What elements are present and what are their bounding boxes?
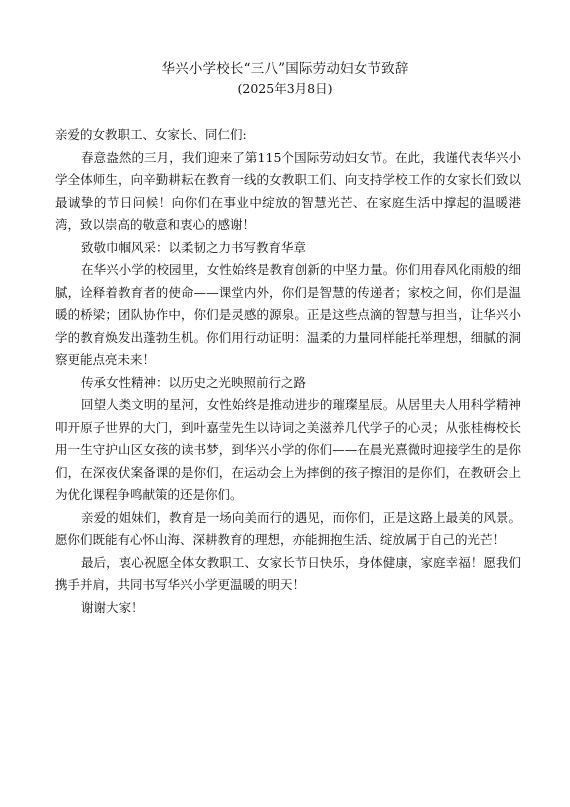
document-body [55, 124, 521, 619]
salutation: 亲爱的女教职工、女家长、同仁们: [55, 127, 247, 142]
paragraph-sisters: 亲爱的姐妹们，教育是一场向美而行的遇见，而你们，正是这路上最美的风景。愿你们既能有心怀山海、深耕教育的理想，亦能拥抱生活、绽放属于自己的光芒！ [55, 509, 521, 547]
paragraph-heritage: 回望人类文明的星河，女性始终是推动进步的璀璨星辰。从居里夫人用科学精神叩开原子世界的大门，到叶嘉莹先生以诗词之美滋养几代学子的心灵；从张桂梅校长用一生守护山区女孩的读书梦，到华兴小学的你们——在晨光熹微时迎接学生的是你们，在深夜伏案备课的是你们，在运动会上为摔倒的孩子擦泪的是你们，在教研会上为优化课程争鸣献策的还是你们。 [55, 397, 521, 502]
document-title: 华兴小学校长“三八”国际劳动妇女节致辞 [161, 61, 409, 77]
paragraph-thanks: 谢谢大家！ [81, 599, 144, 615]
document-date: (2025年3月8日) [237, 81, 333, 96]
section-heading-tribute: 致敬巾帼风采：以柔韧之力书写教育华章 [81, 239, 307, 255]
section-heading-heritage: 传承女性精神：以历史之光映照前行之路 [81, 374, 307, 390]
paragraph-opening: 春意盎然的三月，我们迎来了第115个国际劳动妇女节。在此，我谨代表华兴小学全体师生，向辛勤耕耘在教育一线的女教职工们、向支持学校工作的女家长们致以最诚挚的节日问候！向你们在事业中绽放的智慧光芒、在家庭生活中撑起的温暖港湾，致以崇高的敬意和衷心的感谢！ [55, 149, 521, 232]
paragraph-closing-wishes: 最后，衷心祝愿全体女教职工、女家长节日快乐，身体健康，家庭幸福！愿我们携手并肩，共同书写华兴小学更温暖的明天！ [55, 554, 521, 592]
paragraph-tribute: 在华兴小学的校园里，女性始终是教育创新的中坚力量。你们用春风化雨般的细腻，诠释着教育者的使命——课堂内外，你们是智慧的传递者；家校之间，你们是温暖的桥梁；团队协作中，你们是灵感的源泉。正是这些点滴的智慧与担当，让华兴小学的教育焕发出蓬勃生机。你们用行动证明：温柔的力量同样能托举理想，细腻的洞察更能点亮未来！ [55, 262, 521, 367]
